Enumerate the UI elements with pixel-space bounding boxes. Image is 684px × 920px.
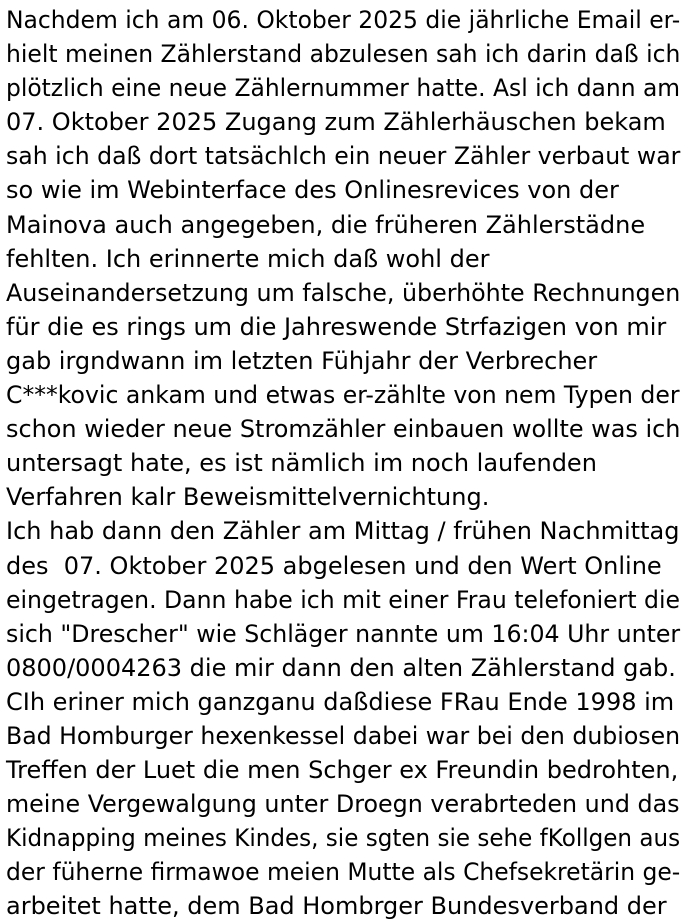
text-line: 07. Oktober 2025 Zugang zum Zählerhäuschen bekam bbox=[6, 108, 666, 137]
text-line: so wie im Webinterface des Onlinesrevices von der bbox=[6, 176, 619, 205]
text-line: Treffen der Luet die men Schger ex Freundin bedrohten, bbox=[6, 756, 679, 785]
text-line: der füherne firmawoe meien Mutte als Chefsekretärin ge- bbox=[6, 858, 681, 887]
text-line: gab irgndwann im letzten Fühjahr der Verbrecher bbox=[6, 346, 598, 375]
text-line: C***kovic ankam und etwas er-zählte von nem Typen der bbox=[6, 381, 680, 410]
text-line: Bad Homburger hexenkessel dabei war bei den dubiosen bbox=[6, 721, 681, 750]
text-line: Kidnapping meines Kindes, sie sgten sie sehe fKollgen aus bbox=[6, 824, 681, 853]
text-line: sich "Drescher" wie Schläger nannte um 16:04 Uhr unter bbox=[6, 619, 681, 648]
text-line: fehlten. Ich erinnerte mich daß wohl der bbox=[6, 244, 490, 273]
text-line: des 07. Oktober 2025 abgelesen und den Wert Online bbox=[6, 551, 662, 580]
text-line: plötzlich eine neue Zählernummer hatte. Asl ich dann am bbox=[6, 74, 681, 103]
text-line: für die es rings um die Jahreswende Strfazigen von mir bbox=[6, 312, 667, 341]
text-line: Ich hab dann den Zähler am Mittag / frühen Nachmittag bbox=[6, 517, 680, 546]
text-line: CIh eriner mich ganzganu daßdiese FRau Ende 1998 im bbox=[6, 687, 675, 716]
text-line: Mainova auch angegeben, die früheren Zählerstädne bbox=[6, 210, 646, 239]
text-line: hielt meinen Zählerstand abzulesen sah ich darin daß ich bbox=[6, 40, 681, 69]
text-line: Auseinandersetzung um falsche, überhöhte Rechnungen bbox=[6, 278, 681, 307]
text-line: eingetragen. Dann habe ich mit einer Frau telefoniert die bbox=[6, 585, 681, 614]
document-text bbox=[6, 3, 682, 920]
text-line: schon wieder neue Stromzähler einbauen wollte was ich bbox=[6, 415, 681, 444]
text-line: meine Vergewalgung unter Droegn verabrteden und das bbox=[6, 790, 680, 819]
text-line: Verfahren kalr Beweismittelvernichtung. bbox=[6, 483, 490, 512]
text-line: 0800/0004263 die mir dann den alten Zählerstand gab. bbox=[6, 653, 676, 682]
text-line: untersagt hate, es ist nämlich im noch laufenden bbox=[6, 449, 597, 478]
text-line: arbeitet hatte, dem Bad Hombrger Bundesverband der bbox=[6, 892, 667, 920]
text-line: sah ich daß dort tatsächlch ein neuer Zähler verbaut war bbox=[6, 142, 681, 171]
text-line: Nachdem ich am 06. Oktober 2025 die jährliche Email er- bbox=[6, 6, 681, 34]
